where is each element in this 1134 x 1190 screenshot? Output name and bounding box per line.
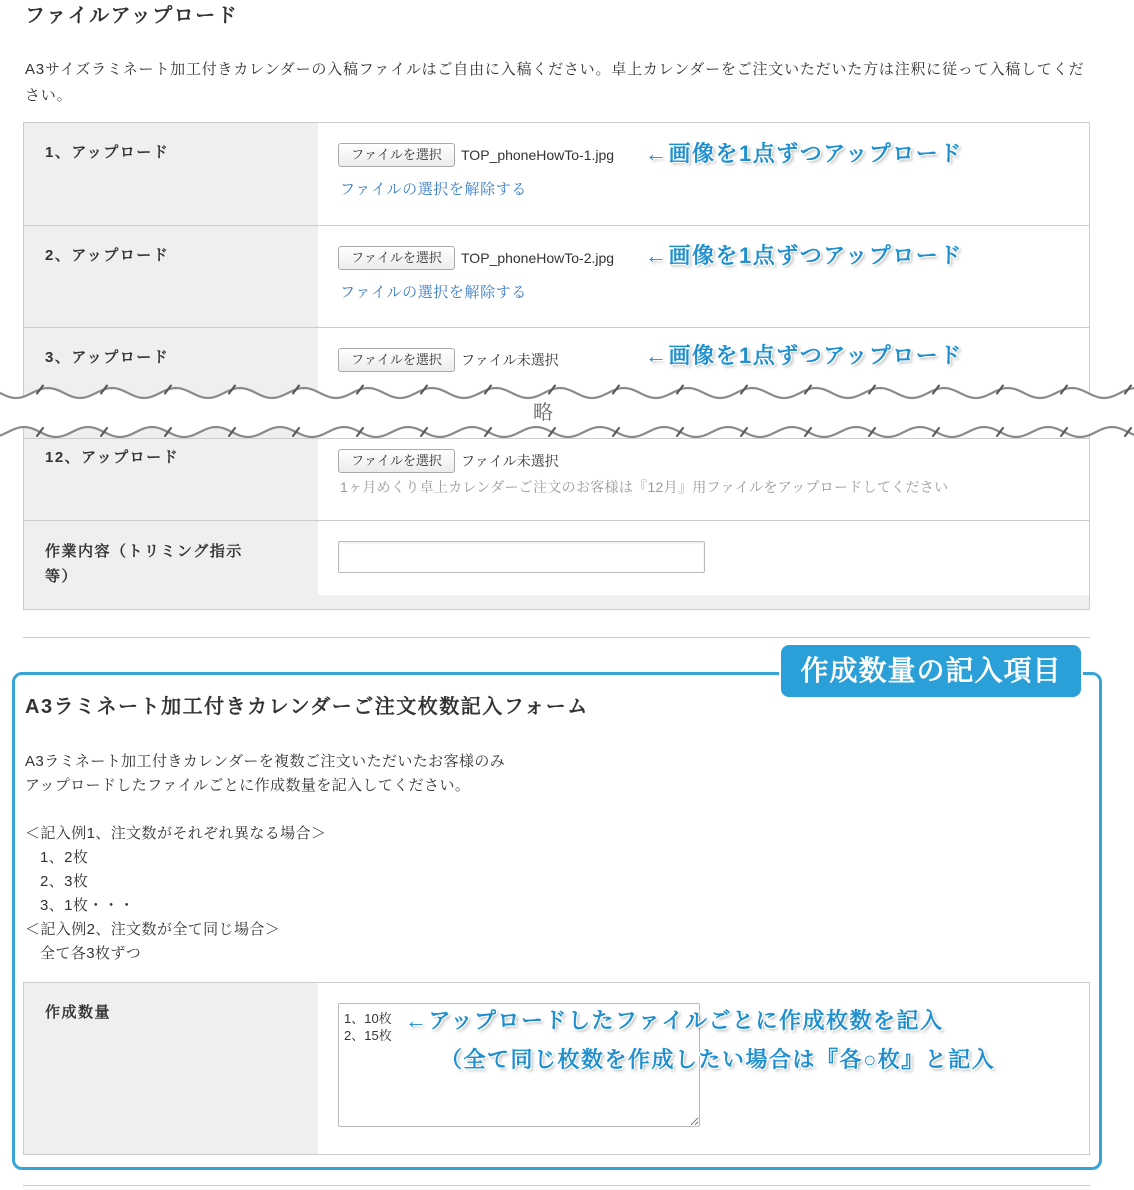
example-item: 3、1枚・・・ xyxy=(40,897,135,914)
upload-row-2 xyxy=(24,225,1089,327)
omission-mark: 略 xyxy=(533,402,553,424)
upload-row-field xyxy=(318,439,1089,520)
upload-row-label: 1、アップロード xyxy=(45,144,170,161)
entry-examples xyxy=(25,822,1085,966)
selected-file-name: ファイル未選択 xyxy=(461,453,559,469)
quantity-section-tag: 作成数量の記入項目 xyxy=(781,645,1081,697)
upload-note: 1ヶ月めくり卓上カレンダーご注文のお客様は『12月』用ファイルをアップロードしてください xyxy=(340,479,949,495)
choose-file-button[interactable]: ファイルを選択 xyxy=(338,348,455,372)
upload-table xyxy=(23,122,1090,610)
upload-row-field xyxy=(318,226,1089,327)
work-content-field xyxy=(318,521,1089,595)
upload-hint-annotation: ←画像を1点ずつアップロード xyxy=(645,243,963,268)
upload-row-1 xyxy=(24,123,1089,225)
choose-file-button[interactable]: ファイルを選択 xyxy=(338,143,455,167)
order-form-title: A3ラミネート加工付きカレンダーご注文枚数記入フォーム xyxy=(25,696,589,718)
upload-row-field xyxy=(318,123,1089,225)
example-heading: ＜記入例2、注文数が全て同じ場合＞ xyxy=(25,921,281,938)
clear-file-link[interactable]: ファイルの選択を解除する xyxy=(340,284,527,301)
choose-file-button[interactable]: ファイルを選択 xyxy=(338,449,455,473)
choose-file-button[interactable]: ファイルを選択 xyxy=(338,246,455,270)
selected-file-name: TOP_phoneHowTo-1.jpg xyxy=(461,147,615,163)
quantity-hint-annotation-sub: （全て同じ枚数を作成したい場合は『各○枚』と記入 xyxy=(440,1047,996,1072)
upload-row-label: 2、アップロード xyxy=(45,247,170,264)
example-item: 全て各3枚ずつ xyxy=(40,945,142,962)
upload-hint-annotation: ←画像を1点ずつアップロード xyxy=(645,343,963,368)
work-content-input[interactable] xyxy=(338,541,705,573)
upload-row-12 xyxy=(24,438,1089,520)
selected-file-name: ファイル未選択 xyxy=(461,352,559,368)
clear-file-link[interactable]: ファイルの選択を解除する xyxy=(340,181,527,198)
upload-hint-annotation: ←画像を1点ずつアップロード xyxy=(645,141,963,166)
description-line: A3ラミネート加工付きカレンダーを複数ご注文いただいたお客様のみ xyxy=(25,753,506,770)
upload-row-label: 12、アップロード xyxy=(45,449,180,466)
example-heading: ＜記入例1、注文数がそれぞれ異なる場合＞ xyxy=(25,825,327,842)
order-form-description xyxy=(25,750,1085,966)
example-item: 2、3枚 xyxy=(40,873,89,890)
omission-break xyxy=(0,378,1134,448)
description-line: アップロードしたファイルごとに作成数量を記入してください。 xyxy=(25,777,471,794)
bottom-divider xyxy=(23,1185,1090,1186)
quantity-label: 作成数量 xyxy=(45,1004,112,1021)
selected-file-name: TOP_phoneHowTo-2.jpg xyxy=(461,250,615,266)
work-content-row xyxy=(24,520,1089,609)
work-content-label: 作業内容（トリミング指示等） xyxy=(45,543,243,585)
section-divider xyxy=(23,637,1090,638)
example-item: 1、2枚 xyxy=(40,849,89,866)
intro-text: A3サイズラミネート加工付きカレンダーの入稿ファイルはご自由に入稿ください。卓上カレンダーをご注文いただいた方は注釈に従って入稿してください。 xyxy=(25,61,1085,104)
quantity-hint-annotation: ←アップロードしたファイルごとに作成枚数を記入 xyxy=(405,1008,944,1033)
page-title: ファイルアップロード xyxy=(25,5,239,27)
upload-row-label: 3、アップロード xyxy=(45,349,170,366)
